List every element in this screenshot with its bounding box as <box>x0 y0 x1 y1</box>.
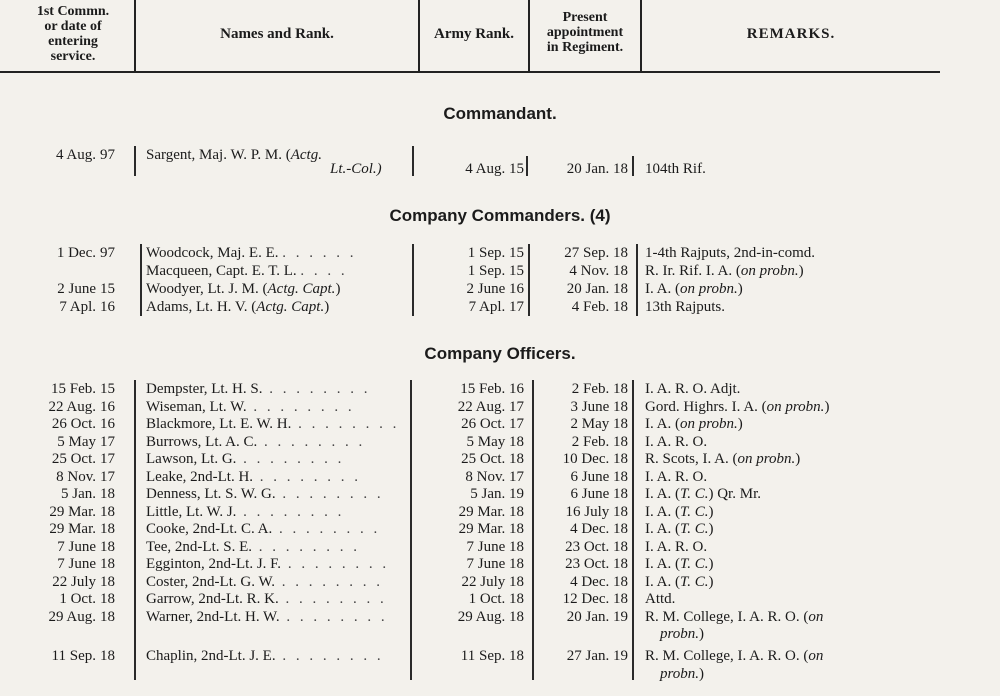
column-rule <box>134 380 136 680</box>
section-title-company-officers: Company Officers. <box>424 344 576 363</box>
column-rule <box>412 244 414 316</box>
column-rule <box>140 244 142 316</box>
header-underline <box>0 71 940 73</box>
table-row: 22 July 18 Coster, 2nd-Lt. G. W. . . . . . . . . 22 July 18 4 Dec. 18 I. A. (T. C.) <box>52 573 714 590</box>
table-row: 22 Aug. 16 Wiseman, Lt. W. . . . . . . . . 22 Aug. 17 3 June 18 Gord. Highrs. I. A. (on probn.) <box>48 398 830 415</box>
column-rule <box>528 244 530 316</box>
table-row: 1 Oct. 18 Garrow, 2nd-Lt. R. K. . . . . . . . . 1 Oct. 18 12 Dec. 18 Attd. <box>59 591 676 607</box>
header-remarks: REMARKS. <box>746 26 836 42</box>
table-row: 29 Aug. 18 Warner, 2nd-Lt. H. W. . . . . . . . . 29 Aug. 18 20 Jan. 19 R. M. College, I. A. R. O. (on <box>48 608 824 625</box>
table-row: Lt.-Col.) <box>330 161 382 177</box>
table-row: 8 Nov. 17 Leake, 2nd-Lt. H. . . . . . . . . 8 Nov. 17 6 June 18 I. A. R. O. <box>56 468 708 485</box>
table-row: 25 Oct. 17 Lawson, Lt. G. . . . . . . . . 25 Oct. 18 10 Dec. 18 R. Scots, I. A. (on probn.) <box>51 451 801 467</box>
column-rule <box>632 380 634 680</box>
column-rule <box>412 146 414 176</box>
table-row: 4 Aug. 97 Sargent, Maj. W. P. M. (Actg. 4 Aug. 15 20 Jan. 18 104th Rif. <box>55 147 706 177</box>
column-rule <box>632 156 634 176</box>
table-row: 5 May 17 Burrows, Lt. A. C. . . . . . . . . 5 May 18 2 Feb. 18 I. A. R. O. <box>57 433 708 450</box>
table-row: 11 Sep. 18 Chaplin, 2nd-Lt. J. E. . . . . . . . . 11 Sep. 18 27 Jan. 19 R. M. College, I. A. R. O. (on <box>51 648 824 664</box>
table-row: 15 Feb. 15 Dempster, Lt. H. S. . . . . . . . . 15 Feb. 16 2 Feb. 18 I. A. R. O. Adjt. <box>51 381 741 397</box>
section-title-company-commanders: Company Commanders. (4) <box>389 206 611 225</box>
table-row: 7 June 18 Tee, 2nd-Lt. S. E. . . . . . . . . 7 June 18 23 Oct. 18 I. A. R. O. <box>57 538 708 555</box>
table-row: 7 June 18 Egginton, 2nd-Lt. J. F. . . . . . . . . 7 June 18 23 Oct. 18 I. A. (T. C.) <box>57 556 714 572</box>
table-row: probn.) <box>660 665 705 682</box>
table-row: 29 Mar. 18 Cooke, 2nd-Lt. C. A. . . . . . . . . 29 Mar. 18 4 Dec. 18 I. A. (T. C.) <box>49 521 714 537</box>
section-title-commandant: Commandant. <box>443 104 557 123</box>
table-row: 29 Mar. 18 Little, Lt. W. J. . . . . . . . . 29 Mar. 18 16 July 18 I. A. (T. C.) <box>49 503 714 520</box>
table-row: 1 Dec. 97 Woodcock, Maj. E. E. . . . . . . 1 Sep. 15 27 Sep. 18 1-4th Rajputs, 2nd-in-comd. <box>56 245 815 261</box>
table-row: Macqueen, Capt. E. T. L. . . . . 1 Sep. 15 4 Nov. 18 R. Ir. Rif. I. A. (on probn.) <box>146 263 804 279</box>
table-header <box>0 0 940 74</box>
table-row: 5 Jan. 18 Denness, Lt. S. W. G. . . . . . . . . 5 Jan. 19 6 June 18 I. A. (T. C.) Qr. Mr. <box>61 486 761 502</box>
header-commission-date: 1st Commn. or date of entering service. <box>36 4 110 64</box>
column-rule <box>134 146 136 176</box>
table-row: 2 June 15 Woodyer, Lt. J. M. (Actg. Capt.) 2 June 16 20 Jan. 18 I. A. (on probn.) <box>57 281 743 297</box>
column-rule <box>532 380 534 680</box>
table-row: 26 Oct. 16 Blackmore, Lt. E. W. H. . . . . . . . . 26 Oct. 17 2 May 18 I. A. (on probn.) <box>51 416 743 432</box>
header-names-rank: Names and Rank. <box>220 26 334 42</box>
column-rule <box>636 244 638 316</box>
table-row: 7 Apl. 16 Adams, Lt. H. V. (Actg. Capt.) 7 Apl. 17 4 Feb. 18 13th Rajputs. <box>59 299 726 315</box>
table-row: probn.) <box>660 626 705 642</box>
header-present-appointment: Present appointment in Regiment. <box>546 10 624 55</box>
column-rule <box>410 380 412 680</box>
column-rule <box>526 156 528 176</box>
header-army-rank: Army Rank. <box>433 26 514 42</box>
